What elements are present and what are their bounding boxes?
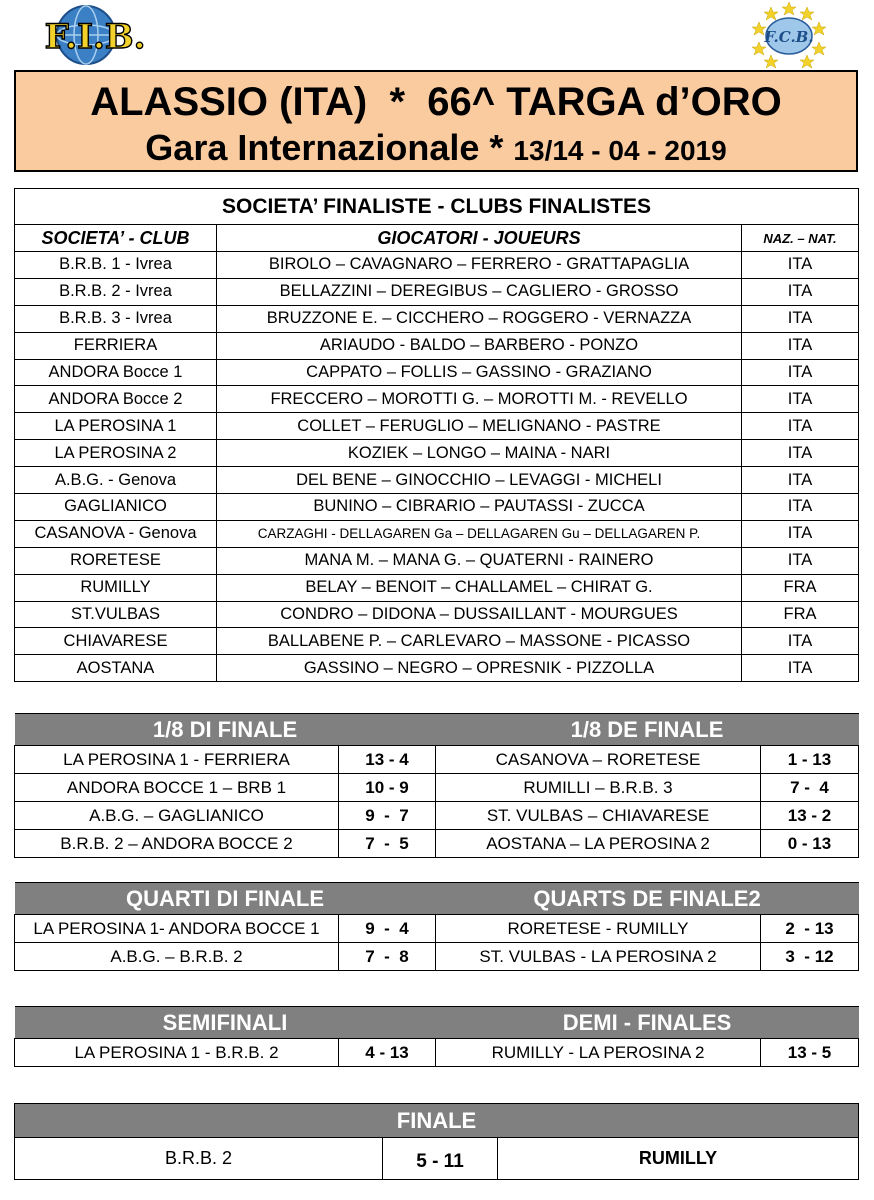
club-nationality: ITA [742, 440, 859, 467]
match-row [15, 746, 859, 774]
match-left-teams: LA PEROSINA 1 - FERRIERA [15, 746, 339, 774]
club-row [15, 467, 859, 494]
match-left-teams: A.B.G. – GAGLIANICO [15, 802, 339, 830]
match-right-score: 7 - 4 [761, 774, 859, 802]
semi-finals-title-it: SEMIFINALI [15, 1007, 436, 1039]
quarter-finals-title-it: QUARTI DI FINALE [15, 883, 436, 915]
club-row [15, 547, 859, 574]
club-name: GAGLIANICO [15, 494, 217, 521]
round-of-16-table [14, 713, 859, 858]
club-name: RORETESE [15, 547, 217, 574]
club-name: LA PEROSINA 2 [15, 440, 217, 467]
club-row [15, 359, 859, 386]
match-right-teams: CASANOVA – RORETESE [436, 746, 761, 774]
club-nationality: ITA [742, 413, 859, 440]
match-left-teams: LA PEROSINA 1- ANDORA BOCCE 1 [15, 915, 339, 943]
club-players: BELAY – BENOIT – CHALLAMEL – CHIRAT G. [217, 574, 742, 601]
club-row [15, 520, 859, 547]
match-row [15, 774, 859, 802]
match-right-teams: RUMILLI – B.R.B. 3 [436, 774, 761, 802]
club-players: BIROLO – CAVAGNARO – FERRERO - GRATTAPAGLIA [217, 252, 742, 279]
club-name: AOSTANA [15, 655, 217, 682]
club-nationality: ITA [742, 332, 859, 359]
semi-finals-table [14, 1006, 859, 1067]
event-subtitle-main: Gara Internazionale * [145, 127, 514, 168]
club-row [15, 440, 859, 467]
match-right-score: 0 - 13 [761, 830, 859, 858]
match-right-teams: RORETESE - RUMILLY [436, 915, 761, 943]
round-of-16-title-fr: 1/8 DE FINALE [436, 714, 859, 746]
match-left-score: 4 - 13 [339, 1039, 436, 1067]
club-row [15, 413, 859, 440]
club-name: RUMILLY [15, 574, 217, 601]
column-header-nationality: NAZ. – NAT. [742, 225, 859, 252]
club-name: LA PEROSINA 1 [15, 413, 217, 440]
club-players: BUNINO – CIBRARIO – PAUTASSI - ZUCCA [217, 494, 742, 521]
club-row [15, 252, 859, 279]
club-name: B.R.B. 2 - Ivrea [15, 278, 217, 305]
match-left-score: 7 - 5 [339, 830, 436, 858]
club-name: CHIAVARESE [15, 628, 217, 655]
club-nationality: ITA [742, 655, 859, 682]
final-table [14, 1103, 859, 1180]
club-name: ANDORA Bocce 1 [15, 359, 217, 386]
match-left-score: 9 - 4 [339, 915, 436, 943]
quarter-finals-title-fr: QUARTS DE FINALE2 [436, 883, 859, 915]
club-row [15, 386, 859, 413]
quarter-finals-table [14, 882, 859, 971]
club-players: KOZIEK – LONGO – MAINA - NARI [217, 440, 742, 467]
club-players: BELLAZZINI – DEREGIBUS – CAGLIERO - GROSSO [217, 278, 742, 305]
club-name: A.B.G. - Genova [15, 467, 217, 494]
final-title: FINALE [15, 1104, 859, 1138]
match-left-teams: ANDORA BOCCE 1 – BRB 1 [15, 774, 339, 802]
club-name: B.R.B. 1 - Ivrea [15, 252, 217, 279]
club-players: CARZAGHI - DELLAGAREN Ga – DELLAGAREN Gu – DELLAGAREN P. [217, 520, 742, 547]
club-players: BRUZZONE E. – CICCHERO – ROGGERO - VERNAZZA [217, 305, 742, 332]
club-nationality: ITA [742, 520, 859, 547]
match-right-score: 13 - 5 [761, 1039, 859, 1067]
fcb-logo-text: F.C.B. [764, 28, 814, 46]
match-right-teams: AOSTANA – LA PEROSINA 2 [436, 830, 761, 858]
club-players: CONDRO – DIDONA – DUSSAILLANT - MOURGUES [217, 601, 742, 628]
round-of-16-title-it: 1/8 DI FINALE [15, 714, 436, 746]
match-left-score: 7 - 8 [339, 943, 436, 971]
club-nationality: ITA [742, 278, 859, 305]
club-players: FRECCERO – MOROTTI G. – MOROTTI M. - REVELLO [217, 386, 742, 413]
title-banner [14, 70, 858, 172]
match-right-teams: ST. VULBAS – CHIAVARESE [436, 802, 761, 830]
club-name: CASANOVA - Genova [15, 520, 217, 547]
club-row [15, 494, 859, 521]
event-subtitle [16, 128, 856, 171]
club-nationality: ITA [742, 467, 859, 494]
match-right-teams: RUMILLY - LA PEROSINA 2 [436, 1039, 761, 1067]
club-players: MANA M. – MANA G. – QUATERNI - RAINERO [217, 547, 742, 574]
club-nationality: ITA [742, 252, 859, 279]
match-row [15, 830, 859, 858]
match-right-teams: ST. VULBAS - LA PEROSINA 2 [436, 943, 761, 971]
clubs-table-caption: SOCIETA’ FINALISTE - CLUBS FINALISTES [15, 189, 859, 225]
club-players: GASSINO – NEGRO – OPRESNIK - PIZZOLLA [217, 655, 742, 682]
event-date: 13/14 - 04 - 2019 [513, 135, 727, 166]
club-players: DEL BENE – GINOCCHIO – LEVAGGI - MICHELI [217, 467, 742, 494]
match-left-teams: A.B.G. – B.R.B. 2 [15, 943, 339, 971]
club-nationality: FRA [742, 574, 859, 601]
club-nationality: ITA [742, 305, 859, 332]
fcb-logo [744, 0, 834, 70]
club-row [15, 305, 859, 332]
match-left-score: 13 - 4 [339, 746, 436, 774]
match-row [15, 1039, 859, 1067]
match-right-score: 3 - 12 [761, 943, 859, 971]
column-header-club: SOCIETA’ - CLUB [15, 225, 217, 252]
club-nationality: FRA [742, 601, 859, 628]
final-score: 5 - 11 [383, 1138, 498, 1180]
club-nationality: ITA [742, 386, 859, 413]
match-left-teams: B.R.B. 2 – ANDORA BOCCE 2 [15, 830, 339, 858]
club-players: BALLABENE P. – CARLEVARO – MASSONE - PICASSO [217, 628, 742, 655]
match-right-score: 13 - 2 [761, 802, 859, 830]
club-row [15, 628, 859, 655]
semi-finals-title-fr: DEMI - FINALES [436, 1007, 859, 1039]
fib-logo [20, 4, 170, 66]
match-left-score: 10 - 9 [339, 774, 436, 802]
club-players: COLLET – FERUGLIO – MELIGNANO - PASTRE [217, 413, 742, 440]
club-row [15, 601, 859, 628]
match-left-teams: LA PEROSINA 1 - B.R.B. 2 [15, 1039, 339, 1067]
match-row [15, 943, 859, 971]
final-team-right: RUMILLY [498, 1138, 859, 1180]
column-header-players: GIOCATORI - JOUEURS [217, 225, 742, 252]
match-right-score: 1 - 13 [761, 746, 859, 774]
club-nationality: ITA [742, 359, 859, 386]
event-title: ALASSIO (ITA) * 66^ TARGA d’ORO [90, 80, 782, 124]
club-name: ANDORA Bocce 2 [15, 386, 217, 413]
match-row [15, 802, 859, 830]
club-name: ST.VULBAS [15, 601, 217, 628]
club-nationality: ITA [742, 628, 859, 655]
fib-logo-text: F.I.B. [44, 17, 146, 57]
club-players: CAPPATO – FOLLIS – GASSINO - GRAZIANO [217, 359, 742, 386]
final-team-left: B.R.B. 2 [15, 1138, 383, 1180]
club-players: ARIAUDO - BALDO – BARBERO - PONZO [217, 332, 742, 359]
match-right-score: 2 - 13 [761, 915, 859, 943]
club-nationality: ITA [742, 494, 859, 521]
club-row [15, 655, 859, 682]
club-nationality: ITA [742, 547, 859, 574]
club-name: FERRIERA [15, 332, 217, 359]
club-row [15, 332, 859, 359]
club-name: B.R.B. 3 - Ivrea [15, 305, 217, 332]
finalist-clubs-table [14, 188, 859, 682]
club-row [15, 574, 859, 601]
match-row [15, 915, 859, 943]
match-left-score: 9 - 7 [339, 802, 436, 830]
club-row [15, 278, 859, 305]
